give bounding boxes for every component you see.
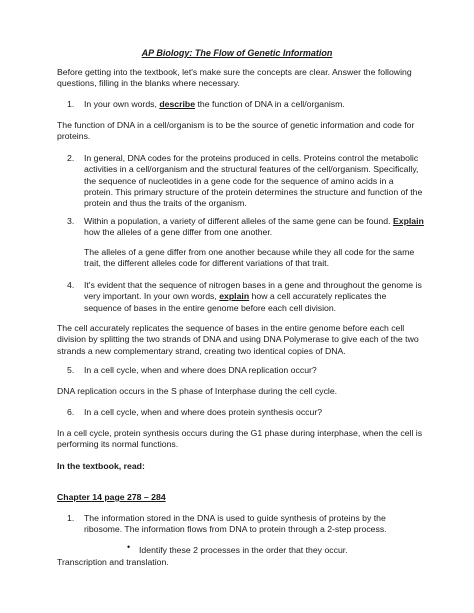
answer-textbook-1: Transcription and translation. <box>57 557 169 567</box>
document-title: AP Biology: The Flow of Genetic Information <box>141 48 333 58</box>
question-number: 2. <box>67 153 75 163</box>
question-text: In your own words, describe the function of DNA in a cell/organism. <box>84 99 345 109</box>
answer-3: The alleles of a gene differ from one another because while they all code for the same trait, the different alleles code for different variations of that trait. <box>84 247 415 269</box>
question-text: In general, DNA codes for the proteins produced in cells. Proteins control the metabolic activities in a cell/organism and the structural features of the cell/organism. Specifically, the sequence of nucleotides in a gene code for the sequence of amino acids in a protein. This primary structure of the protein determines the structure and function of the protein and thus the traits of the organism. <box>84 153 423 209</box>
question-number: 3. <box>67 216 75 226</box>
question-number: 5. <box>67 365 75 375</box>
question-number: 4. <box>67 280 75 290</box>
answer-5: DNA replication occurs in the S phase of Interphase during the cell cycle. <box>57 386 338 396</box>
bullet-text: Identify these 2 processes in the order that they occur. <box>139 545 348 555</box>
question-number: 1. <box>67 513 75 523</box>
question-text: In a cell cycle, when and where does protein synthesis occur? <box>84 407 323 417</box>
bullet-icon: • <box>127 542 131 552</box>
question-number: 1. <box>67 99 75 109</box>
question-text: The information stored in the DNA is used to guide synthesis of proteins by the ribosome. The information flows from DNA to protein through a 2-step process. <box>84 513 387 535</box>
keyword: explain <box>219 291 250 302</box>
answer-4: The cell accurately replicates the sequence of bases in the entire genome before each cell division by splitting the two strands of DNA and using DNA Polymerase to give each of the two strands a new complementary strand, creating two identical copies of DNA. <box>57 323 419 356</box>
question-number: 6. <box>67 407 75 417</box>
question-text: It's evident that the sequence of nitrogen bases in a gene and throughout the genome is very important. In your own words, explain how a cell accurately replicates the sequence of bases in the entire genome before each cell division. <box>84 280 422 313</box>
keyword: Explain <box>392 216 424 226</box>
keyword: describe <box>159 99 196 109</box>
chapter-heading: Chapter 14 page 278 – 284 <box>57 492 166 502</box>
question-text: In a cell cycle, when and where does DNA replication occur? <box>84 365 317 375</box>
textbook-heading: In the textbook, read: <box>57 461 145 471</box>
question-text: Within a population, a variety of different alleles of the same gene can be found. Explain how the alleles of a gene differ from one another. <box>84 216 424 238</box>
answer-1: The function of DNA in a cell/organism is to be the source of genetic information and code for proteins. <box>57 120 415 142</box>
intro-paragraph: Before getting into the textbook, let's make sure the concepts are clear. Answer the following questions, filling in the blanks where necessary. <box>57 67 412 89</box>
answer-6: In a cell cycle, protein synthesis occurs during the G1 phase during interphase, when the cell is performing its normal functions. <box>57 428 423 450</box>
